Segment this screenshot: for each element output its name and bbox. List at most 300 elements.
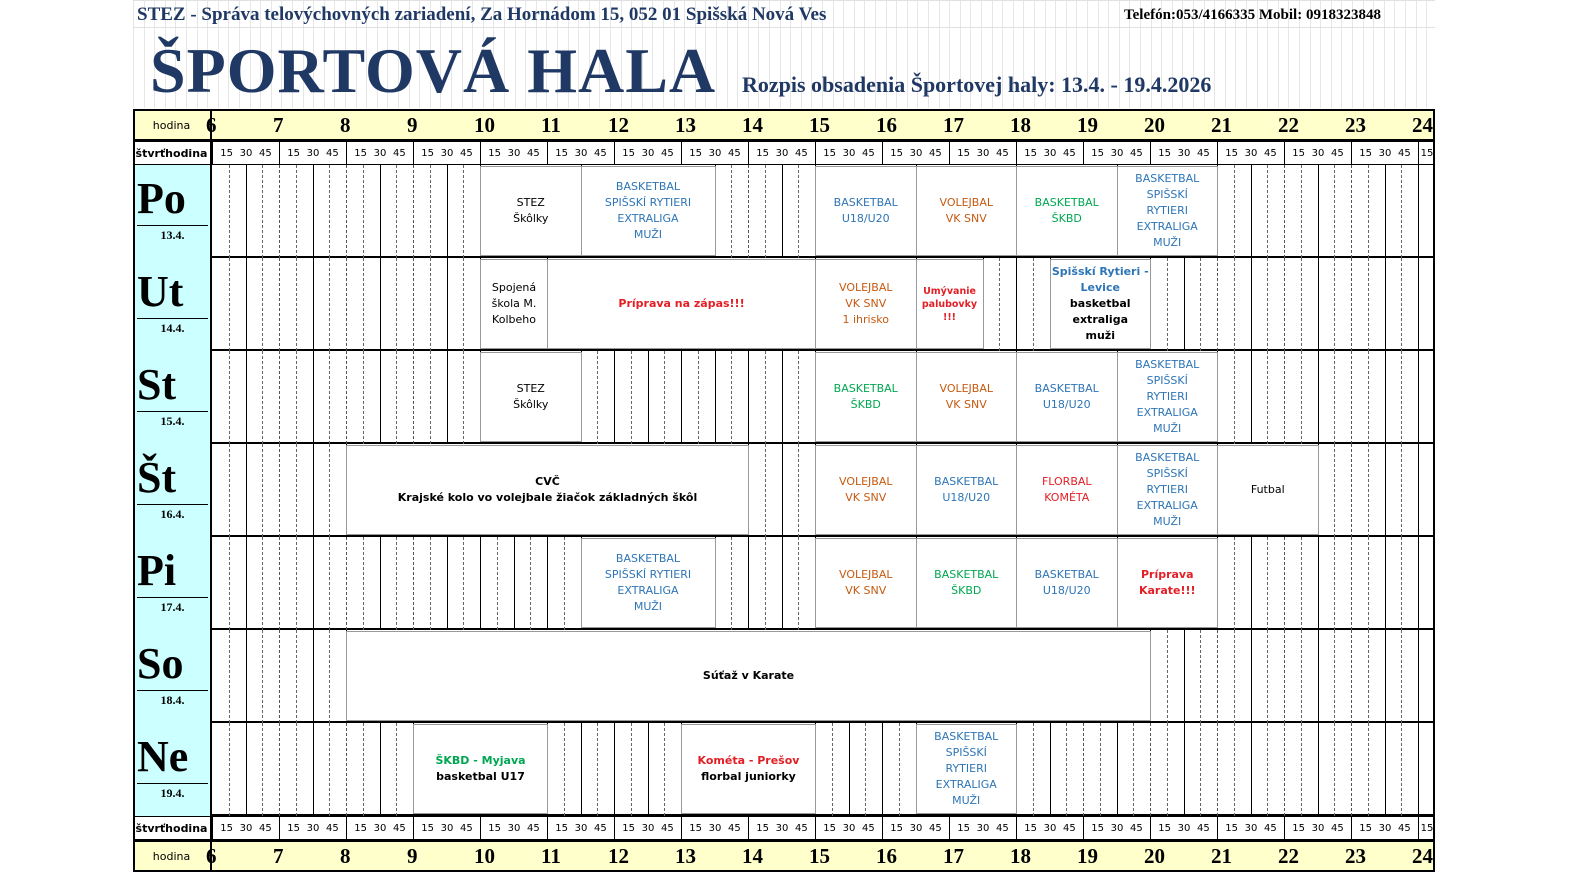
top-quarter-group	[815, 141, 882, 165]
hour-line	[748, 537, 749, 630]
quarter-line	[1066, 723, 1067, 816]
event-block[interactable]	[916, 724, 1018, 814]
event-text: Krajské kolo vo volejbale žiačok základných škôl	[397, 491, 698, 504]
event-block[interactable]	[916, 259, 984, 349]
top-hour-8: 8	[340, 113, 351, 137]
quarter-line	[463, 165, 464, 258]
quarter-tick: 45	[928, 147, 942, 159]
event-block[interactable]	[815, 166, 917, 256]
quarter-line	[1133, 723, 1134, 816]
quarter-line	[463, 351, 464, 444]
quarter-line	[229, 723, 230, 816]
event-text: BASKETBAL	[934, 730, 999, 743]
quarter-tick: 15	[220, 147, 234, 159]
hour-line	[413, 165, 414, 258]
quarter-tick: 30	[507, 822, 521, 834]
top-quarter-group	[212, 141, 279, 165]
event-block[interactable]	[547, 259, 816, 349]
hour-line	[1284, 537, 1285, 630]
quarter-line	[1334, 351, 1335, 444]
top-hour-label: hodina	[133, 109, 212, 141]
quarter-tick: 45	[727, 822, 741, 834]
top-quarter-group	[882, 141, 949, 165]
bottom-hour-15: 15	[809, 844, 830, 868]
event-text: Umývanie	[923, 285, 976, 297]
top-hour-19: 19	[1077, 113, 1098, 137]
day-abbr: Št	[137, 453, 177, 502]
quarter-tick: 30	[1378, 822, 1392, 834]
quarter-line	[849, 723, 850, 816]
hour-line	[1284, 630, 1285, 723]
event-text: STEZ	[516, 382, 545, 395]
hour-line	[279, 258, 280, 351]
event-text: SPIŠSKÍ	[945, 746, 987, 759]
bottom-quarter-group	[1150, 816, 1217, 840]
event-block[interactable]	[581, 538, 716, 628]
quarter-line	[380, 258, 381, 351]
quarter-line	[430, 258, 431, 351]
event-text: ŠKBD - Myjava	[435, 754, 526, 767]
event-text: STEZ	[516, 196, 545, 209]
quarter-line	[447, 537, 448, 630]
event-block[interactable]	[346, 445, 749, 535]
event-text: Kolbeho	[492, 313, 536, 326]
quarter-tick: 45	[995, 822, 1009, 834]
quarter-line	[1301, 630, 1302, 723]
quarter-line	[581, 723, 582, 816]
quarter-tick: 30	[708, 147, 722, 159]
quarter-line	[731, 537, 732, 630]
quarter-tick: 15	[1359, 147, 1373, 159]
quarter-line	[329, 537, 330, 630]
quarter-tick: 15	[354, 822, 368, 834]
bottom-hour-16: 16	[876, 844, 897, 868]
bottom-hour-20: 20	[1144, 844, 1165, 868]
quarter-tick: 30	[909, 147, 923, 159]
hour-line	[1150, 723, 1151, 816]
event-block[interactable]	[681, 724, 816, 814]
event-text: ŠKBD	[951, 584, 982, 597]
quarter-line	[1385, 537, 1386, 630]
quarter-line	[765, 537, 766, 630]
hour-line	[748, 165, 749, 258]
event-block[interactable]	[916, 166, 1018, 256]
event-text: SPIŠSKÍ	[1146, 188, 1188, 201]
bottom-quarter-group	[614, 816, 681, 840]
event-block[interactable]	[1117, 445, 1219, 535]
event-block[interactable]	[1016, 352, 1118, 442]
quarter-tick: 45	[1196, 147, 1210, 159]
quarter-tick: 15	[354, 147, 368, 159]
quarter-line	[430, 537, 431, 630]
quarter-line	[1368, 630, 1369, 723]
quarter-line	[1200, 258, 1201, 351]
quarter-tick: 15	[756, 822, 770, 834]
quarter-line	[396, 351, 397, 444]
event-block[interactable]	[480, 259, 548, 349]
quarter-line	[246, 723, 247, 816]
quarter-line	[1267, 165, 1268, 258]
quarter-line	[246, 351, 247, 444]
hour-line	[413, 537, 414, 630]
quarter-tick: 15	[488, 822, 502, 834]
quarter-tick: 45	[660, 147, 674, 159]
bottom-quarter-label: štvrťhodina	[133, 816, 212, 840]
quarter-tick: 30	[306, 147, 320, 159]
event-text: VK SNV	[945, 398, 987, 411]
quarter-tick: 30	[708, 822, 722, 834]
quarter-tick: 15	[756, 147, 770, 159]
quarter-tick: 30	[1177, 147, 1191, 159]
hour-line	[279, 165, 280, 258]
bottom-quarter-group	[346, 816, 413, 840]
hour-line	[1418, 630, 1419, 723]
event-block[interactable]	[1117, 538, 1219, 628]
quarter-line	[514, 537, 515, 630]
bottom-quarter-group	[212, 816, 279, 840]
bottom-quarter-tail: 15	[1418, 816, 1435, 840]
hour-line	[346, 723, 347, 816]
event-text: VK SNV	[845, 584, 887, 597]
quarter-line	[262, 258, 263, 351]
top-hour-13: 13	[675, 113, 696, 137]
quarter-line	[380, 165, 381, 258]
top-hour-20: 20	[1144, 113, 1165, 137]
bottom-hour-label: hodina	[133, 840, 212, 872]
bottom-hour-8: 8	[340, 844, 351, 868]
event-text: MUŽI	[1153, 515, 1182, 528]
event-text: RYTIERI	[1146, 483, 1188, 496]
quarter-tick: 45	[258, 147, 272, 159]
quarter-line	[648, 723, 649, 816]
quarter-tick: 15	[1158, 147, 1172, 159]
quarter-line	[664, 351, 665, 444]
event-block[interactable]	[916, 538, 1018, 628]
hour-line	[1418, 258, 1419, 351]
quarter-line	[1385, 630, 1386, 723]
quarter-line	[1301, 351, 1302, 444]
top-hour-23: 23	[1345, 113, 1366, 137]
quarter-tick: 15	[823, 822, 837, 834]
quarter-tick: 45	[593, 822, 607, 834]
quarter-tick: 45	[325, 147, 339, 159]
top-hour-22: 22	[1278, 113, 1299, 137]
quarter-line	[782, 351, 783, 444]
schedule-subtitle: Rozpis obsadenia Športovej haly: 13.4. - 19.4.2026	[742, 72, 1212, 97]
quarter-line	[1334, 537, 1335, 630]
event-text: basketbal extraliga	[1069, 297, 1131, 326]
quarter-tick: 15	[622, 147, 636, 159]
quarter-line	[313, 630, 314, 723]
quarter-line	[447, 165, 448, 258]
event-text: Kométa - Prešov	[697, 754, 800, 767]
event-block[interactable]	[413, 724, 548, 814]
quarter-tick: 15	[1024, 147, 1038, 159]
quarter-tick: 30	[1110, 822, 1124, 834]
quarter-tick: 45	[1129, 147, 1143, 159]
quarter-line	[731, 165, 732, 258]
top-hour-24: 24	[1412, 113, 1433, 137]
event-block[interactable]	[815, 259, 917, 349]
quarter-tick: 45	[392, 147, 406, 159]
quarter-tick: 45	[1129, 822, 1143, 834]
quarter-line	[798, 351, 799, 444]
quarter-line	[1251, 630, 1252, 723]
day-abbr: Po	[137, 174, 186, 223]
quarter-line	[1334, 165, 1335, 258]
quarter-line	[1234, 165, 1235, 258]
quarter-line	[329, 258, 330, 351]
event-text: !!!	[943, 311, 956, 323]
top-quarter-group	[949, 141, 1016, 165]
hour-line	[1418, 444, 1419, 537]
bottom-hour-13: 13	[675, 844, 696, 868]
quarter-tick: 30	[507, 147, 521, 159]
day-date: 17.4.	[137, 597, 208, 628]
quarter-tick: 45	[1062, 147, 1076, 159]
quarter-line	[1401, 537, 1402, 630]
event-text: VOLEJBAL	[838, 568, 893, 581]
event-block[interactable]	[815, 445, 917, 535]
quarter-line	[1318, 165, 1319, 258]
quarter-line	[396, 165, 397, 258]
quarter-line	[1184, 723, 1185, 816]
quarter-line	[782, 537, 783, 630]
bottom-quarter-group	[882, 816, 949, 840]
day-date: 13.4.	[137, 225, 208, 256]
quarter-line	[530, 537, 531, 630]
quarter-tick: 45	[459, 147, 473, 159]
quarter-tick: 30	[976, 147, 990, 159]
hour-line	[346, 258, 347, 351]
event-text: BASKETBAL	[1034, 196, 1099, 209]
top-hour-17: 17	[943, 113, 964, 137]
quarter-tick: 30	[373, 822, 387, 834]
quarter-line	[782, 444, 783, 537]
quarter-tick: 30	[1043, 147, 1057, 159]
hour-line	[1351, 630, 1352, 723]
quarter-line	[246, 537, 247, 630]
top-hour-18: 18	[1010, 113, 1031, 137]
event-block[interactable]	[1016, 166, 1118, 256]
quarter-line	[564, 537, 565, 630]
quarter-tick: 45	[1330, 147, 1344, 159]
top-hour-11: 11	[541, 113, 561, 137]
top-quarter-group	[413, 141, 480, 165]
bottom-quarter-group	[748, 816, 815, 840]
hour-line	[1351, 351, 1352, 444]
top-quarter-group	[547, 141, 614, 165]
quarter-line	[597, 351, 598, 444]
event-block[interactable]	[916, 352, 1018, 442]
top-quarter-group	[748, 141, 815, 165]
hour-line	[748, 351, 749, 444]
quarter-tick: 15	[1225, 822, 1239, 834]
quarter-tick: 45	[1397, 147, 1411, 159]
hour-line	[346, 351, 347, 444]
quarter-line	[363, 165, 364, 258]
quarter-line	[1334, 630, 1335, 723]
quarter-tick: 45	[258, 822, 272, 834]
quarter-line	[246, 630, 247, 723]
quarter-tick: 30	[306, 822, 320, 834]
quarter-tick: 30	[842, 822, 856, 834]
quarter-line	[1251, 165, 1252, 258]
quarter-tick: 15	[1292, 822, 1306, 834]
event-text: SPIŠSKÍ	[1146, 467, 1188, 480]
quarter-line	[1334, 444, 1335, 537]
quarter-tick: 15	[1024, 822, 1038, 834]
quarter-line	[765, 351, 766, 444]
bottom-quarter-group	[949, 816, 1016, 840]
quarter-line	[313, 537, 314, 630]
page-title: ŠPORTOVÁ HALA	[150, 35, 717, 106]
quarter-tick: 30	[1244, 147, 1258, 159]
quarter-tick: 30	[1244, 822, 1258, 834]
top-quarter-group	[346, 141, 413, 165]
quarter-tick: 30	[641, 147, 655, 159]
event-text: MUŽI	[952, 794, 981, 807]
day-abbr: St	[137, 360, 177, 409]
quarter-line	[1184, 630, 1185, 723]
quarter-line	[1050, 723, 1051, 816]
quarter-tick: 15	[555, 147, 569, 159]
quarter-line	[262, 444, 263, 537]
quarter-line	[631, 351, 632, 444]
event-text: Príprava na zápas!!!	[618, 297, 745, 310]
quarter-line	[246, 165, 247, 258]
quarter-tick: 45	[995, 147, 1009, 159]
event-block[interactable]	[1050, 259, 1152, 349]
quarter-line	[1267, 630, 1268, 723]
quarter-tick: 30	[574, 822, 588, 834]
event-block[interactable]	[815, 352, 917, 442]
bottom-quarter-group	[480, 816, 547, 840]
event-text: EXTRALIGA	[1136, 406, 1198, 419]
quarter-line	[380, 723, 381, 816]
event-block[interactable]	[1117, 352, 1219, 442]
quarter-line	[296, 165, 297, 258]
quarter-line	[1318, 258, 1319, 351]
quarter-line	[1117, 723, 1118, 816]
quarter-line	[564, 723, 565, 816]
event-block[interactable]	[1016, 538, 1118, 628]
event-text: BASKETBAL	[833, 196, 898, 209]
quarter-line	[363, 351, 364, 444]
bottom-hour-23: 23	[1345, 844, 1366, 868]
quarter-tick: 30	[775, 147, 789, 159]
quarter-tick: 45	[1330, 822, 1344, 834]
bottom-hour-7: 7	[273, 844, 284, 868]
quarter-line	[329, 165, 330, 258]
bottom-hour-14: 14	[742, 844, 763, 868]
quarter-line	[262, 630, 263, 723]
event-text: BASKETBAL	[934, 475, 999, 488]
event-block[interactable]	[480, 352, 582, 442]
quarter-line	[229, 444, 230, 537]
event-block[interactable]	[1016, 445, 1118, 535]
quarter-line	[1368, 537, 1369, 630]
event-text: Škôlky	[513, 398, 549, 411]
event-text: U18/U20	[841, 212, 890, 225]
quarter-line	[396, 537, 397, 630]
quarter-tick: 15	[1158, 822, 1172, 834]
top-quarter-group	[1284, 141, 1351, 165]
quarter-line	[313, 723, 314, 816]
quarter-line	[1318, 630, 1319, 723]
quarter-line	[229, 351, 230, 444]
quarter-tick: 30	[1378, 147, 1392, 159]
event-block[interactable]	[480, 166, 582, 256]
event-text: Spišskí Rytieri -	[1051, 265, 1149, 278]
quarter-line	[1267, 351, 1268, 444]
event-block[interactable]	[1117, 166, 1219, 256]
event-block[interactable]	[815, 538, 917, 628]
bottom-hour-19: 19	[1077, 844, 1098, 868]
hour-line	[480, 537, 481, 630]
event-block[interactable]	[916, 445, 1018, 535]
quarter-line	[999, 258, 1000, 351]
event-text: U18/U20	[942, 491, 991, 504]
quarter-line	[1318, 537, 1319, 630]
top-quarter-group	[279, 141, 346, 165]
top-quarter-group	[1083, 141, 1150, 165]
quarter-line	[329, 444, 330, 537]
quarter-line	[296, 444, 297, 537]
quarter-tick: 15	[1359, 822, 1373, 834]
event-text: ŠKBD	[1051, 212, 1082, 225]
hour-line	[1351, 723, 1352, 816]
quarter-tick: 45	[794, 147, 808, 159]
event-text: VK SNV	[845, 491, 887, 504]
quarter-line	[396, 258, 397, 351]
event-text: BASKETBAL	[833, 382, 898, 395]
event-text: BASKETBAL	[615, 180, 681, 193]
bottom-hour-10: 10	[474, 844, 495, 868]
quarter-line	[1234, 351, 1235, 444]
day-abbr: So	[137, 639, 184, 688]
quarter-tick: 45	[794, 822, 808, 834]
quarter-line	[798, 165, 799, 258]
hour-line	[1284, 165, 1285, 258]
hour-line	[346, 165, 347, 258]
quarter-tick: 30	[239, 147, 253, 159]
quarter-line	[262, 723, 263, 816]
event-text: 1 ihrisko	[842, 313, 890, 326]
day-abbr: Ut	[137, 267, 184, 316]
quarter-line	[1167, 258, 1168, 351]
hour-line	[1217, 630, 1218, 723]
top-hour-16: 16	[876, 113, 897, 137]
event-block[interactable]	[346, 631, 1151, 721]
top-quarter-tail: 15	[1418, 141, 1435, 165]
quarter-line	[1401, 165, 1402, 258]
event-block[interactable]	[581, 166, 716, 256]
event-text: SPIŠSKÍ RYTIERI	[604, 196, 692, 209]
quarter-line	[296, 723, 297, 816]
quarter-tick: 45	[1263, 147, 1277, 159]
event-block[interactable]	[1217, 445, 1319, 535]
quarter-tick: 15	[1225, 147, 1239, 159]
quarter-line	[1033, 723, 1034, 816]
hour-line	[1083, 723, 1084, 816]
quarter-tick: 30	[775, 822, 789, 834]
quarter-line	[1368, 723, 1369, 816]
quarter-line	[664, 723, 665, 816]
quarter-tick: 30	[440, 822, 454, 834]
bottom-hour-21: 21	[1211, 844, 1232, 868]
bottom-hour-12: 12	[608, 844, 629, 868]
